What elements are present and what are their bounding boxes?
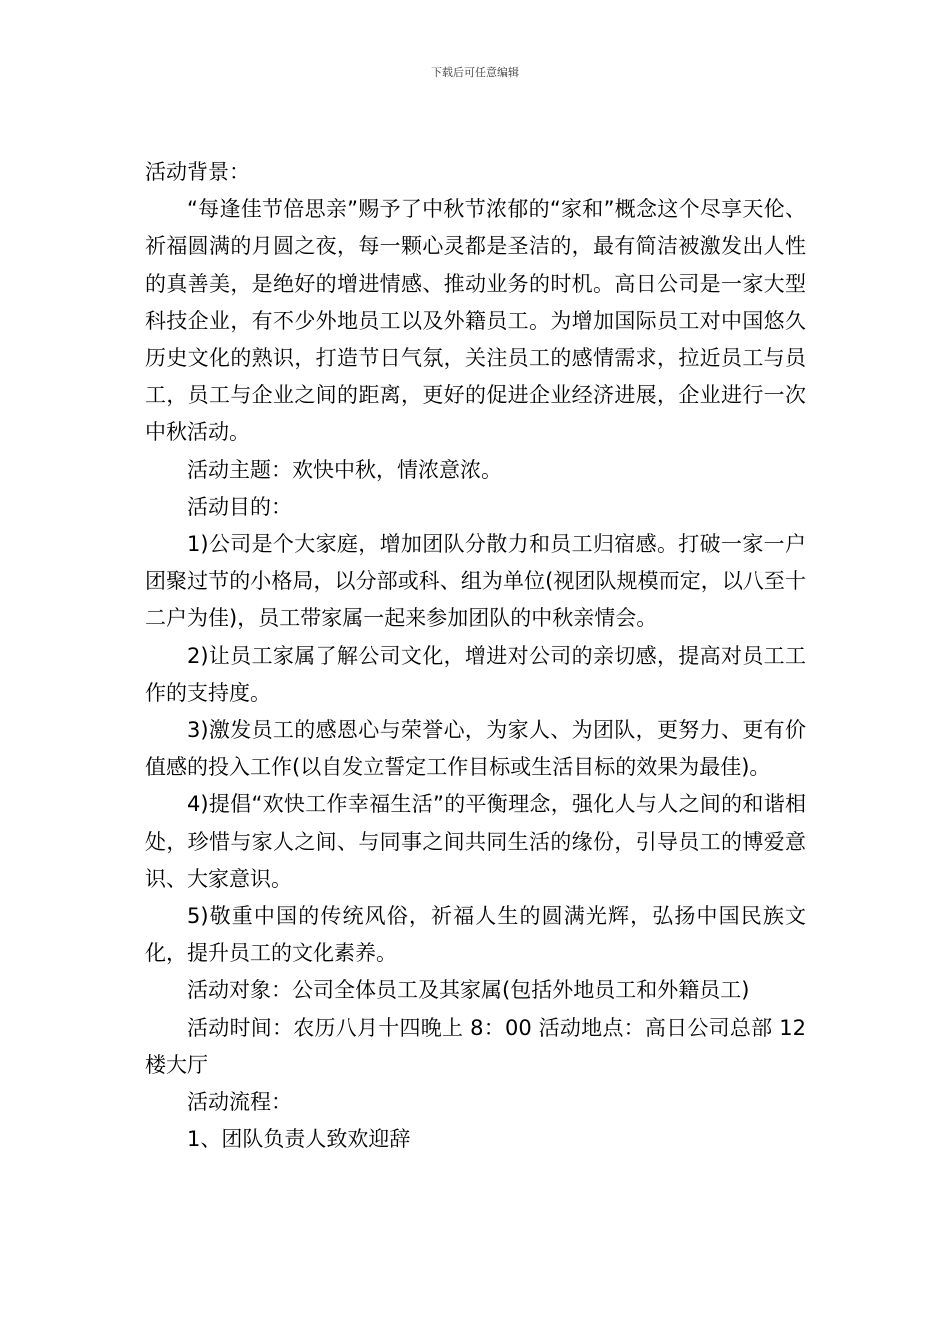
paragraph-background-heading: 活动背景： (145, 160, 250, 184)
paragraph-process-step-1: 1、团队负责人致欢迎辞 (187, 1127, 411, 1152)
paragraph-purpose-2: 2)让员工家属了解公司文化，增进对公司的亲切感，提高对员工工作的支持度。 (145, 643, 806, 705)
header-note: 下载后可任意编辑 (431, 66, 519, 79)
paragraph-purpose-5: 5)敬重中国的传统风俗，祈福人生的圆满光辉，弘扬中国民族文化，提升员工的文化素养。 (145, 904, 806, 966)
paragraph-background-text: “每逢佳节倍思亲”赐予了中秋节浓郁的“家和”概念这个尽享天伦、祈福圆满的月圆之夜，每一颗心灵都是圣洁的，最有简洁被激发出人性的真善美，是绝好的增进情感、推动业务的时机。高日公司是一家大型科技企业，有不少外地员工以及外籍员工。为增加国际员工对中国悠久历史文化的熟识，打造节日气氛，关注员工的感情需求，拉近员工与员工，员工与企业之间的距离，更好的促进企业经济进展，企业进行一次中秋活动。 (145, 197, 806, 445)
paragraph-process-heading: 活动流程： (187, 1090, 292, 1115)
paragraph-purpose-3: 3)激发员工的感恩心与荣誉心，为家人、为团队，更努力、更有价值感的投入工作(以自发立誓定工作目标或生活目标的效果为最佳)。 (145, 718, 806, 780)
paragraph-purpose-heading: 活动目的： (187, 494, 292, 519)
paragraph-purpose-1: 1)公司是个大家庭，增加团队分散力和员工归宿感。打破一家一户团聚过节的小格局，以分部或科、组为单位(视团队规模而定，以八至十二户为佳)，员工带家属一起来参加团队的中秋亲情会。 (145, 532, 806, 631)
paragraph-time-location: 活动时间：农历八月十四晚上 8：00 活动地点：高日公司总部 12 楼大厅 (145, 1015, 806, 1077)
paragraph-audience: 活动对象：公司全体员工及其家属(包括外地员工和外籍员工) (187, 978, 750, 1003)
paragraph-theme: 活动主题：欢快中秋，情浓意浓。 (187, 457, 502, 482)
paragraph-purpose-4: 4)提倡“欢快工作幸福生活”的平衡理念，强化人与人之间的和谐相处，珍惜与家人之间、与同事之间共同生活的缘份，引导员工的博爱意识、大家意识。 (145, 792, 806, 891)
document-body (145, 154, 806, 1158)
